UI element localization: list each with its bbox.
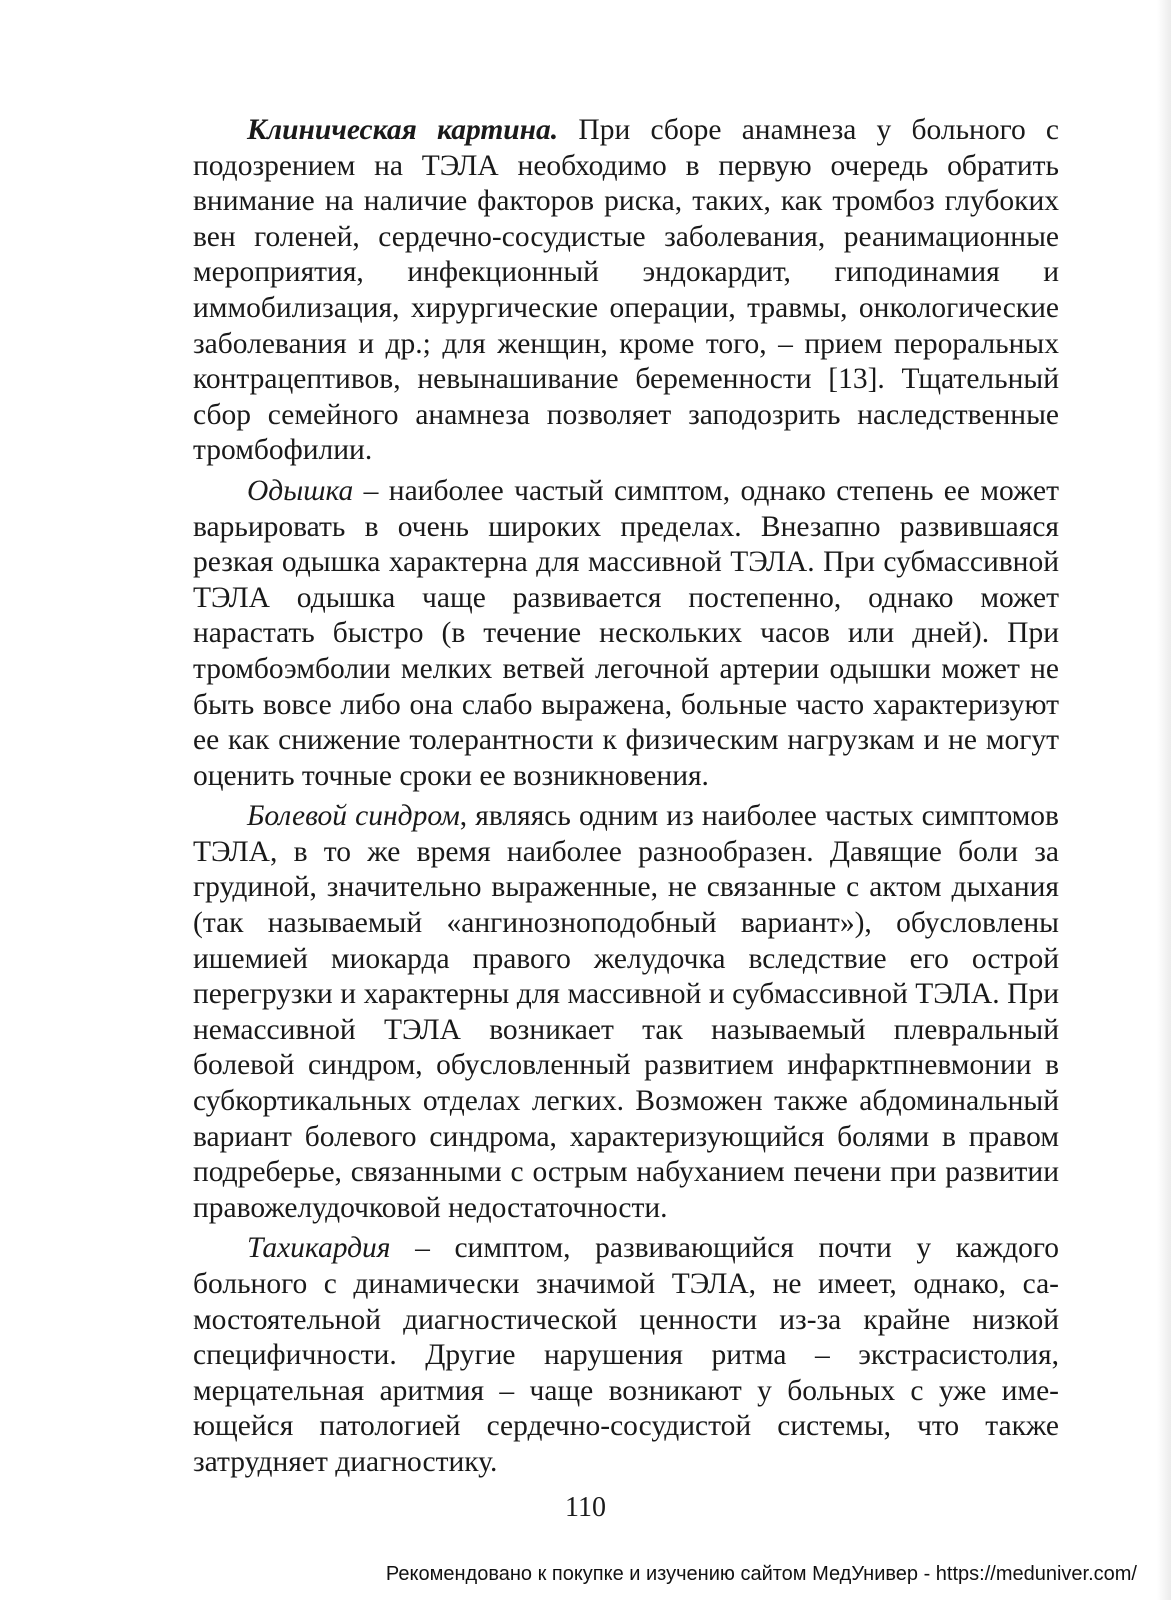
paragraph-text: – наиболее частый симптом, однако степень ее может варьировать в очень широких пределах. Внезапно развившаяся резкая одышка характерна для массивной ТЭЛА. При субмассивной ТЭЛА одышка чаще развивается постепенно, однако может нарастать быстро (в течение нескольких часов или дней). При тромбоэмболии мелких ветвей легочной артерии одышки может не быть вовсе либо она слабо выражена, больные часто характеризуют ее как снижение толерантности к физическим нагрузкам и не могут оценить точные сроки ее возникновения. bbox=[193, 474, 1059, 792]
page-edge-shadow bbox=[1157, 0, 1171, 1600]
paragraph-text: – симптом, развивающийся почти у каждого больного с динамически значимой ТЭЛА, не имеет, однако, самостоятельной диагностической ценности из-за крайне низкой специфичности. Другие нарушения ритма – экстрасистолия, мерцательная аритмия – чаще возникают у больных с уже имеющейся патологией сердечно-сосудистой системы, что также затрудняет диагностику. bbox=[193, 1232, 1059, 1478]
body-text bbox=[193, 113, 1059, 1486]
paragraph-text: При сборе анамнеза у больного с подозрением на ТЭЛА необходимо в первую очередь обратить внимание на наличие факторов риска, таких, как тромбоз глубоких вен голеней, сердечно-сосудистые заболевания, реанимационные мероприятия, инфекционный эндокардит, гиподинамия и иммобилизация, хирургические операции, травмы, онкологические заболевания и др.; для женщин, кроме того, – прием пероральных контрацептивов, невынашивание беременности [13]. Тщательный сбор семейного анамнеза позволяет заподозрить наследственные тромбофилии. bbox=[193, 114, 1060, 467]
paragraph-lead: Одышка bbox=[247, 474, 354, 507]
paragraph-lead: Клиническая картина. bbox=[247, 114, 559, 146]
paragraph-dyspnea bbox=[193, 474, 1059, 794]
paragraph-text: , являясь одним из наиболее частых симптомов ТЭЛА, в то же время наиболее разнообразен. Давящие боли за грудиной, значительно выраженные, не связанные с актом дыхания (так называемый «ангинозноподобный вариант»), обусловлены ишемией миокарда правого желудочка вследствие его острой перегрузки и характерны для массивной и субмассивной ТЭЛА. При немассивной ТЭЛА возникает так называемый плевральный болевой синдром, обусловленный развитием инфарктпневмонии в субкортикальных отделах легких. Возможен также абдоминальный вариант болевого синдрома, характеризующийся болями в правом подреберье, связанными с острым набуханием печени при развитии правожелудочковой недостаточности. bbox=[193, 800, 1059, 1224]
paragraph-clinical-picture bbox=[193, 113, 1059, 469]
paragraph-tachycardia bbox=[193, 1231, 1059, 1480]
footer-recommendation: Рекомендовано к покупке и изучению сайтом МедУнивер - https://meduniver.com/ bbox=[385, 1563, 1137, 1585]
paragraph-lead: Болевой синдром bbox=[247, 800, 460, 833]
page-number: 110 bbox=[565, 1492, 606, 1523]
paragraph-pain-syndrome bbox=[193, 799, 1059, 1226]
paragraph-lead: Тахикардия bbox=[247, 1232, 391, 1265]
